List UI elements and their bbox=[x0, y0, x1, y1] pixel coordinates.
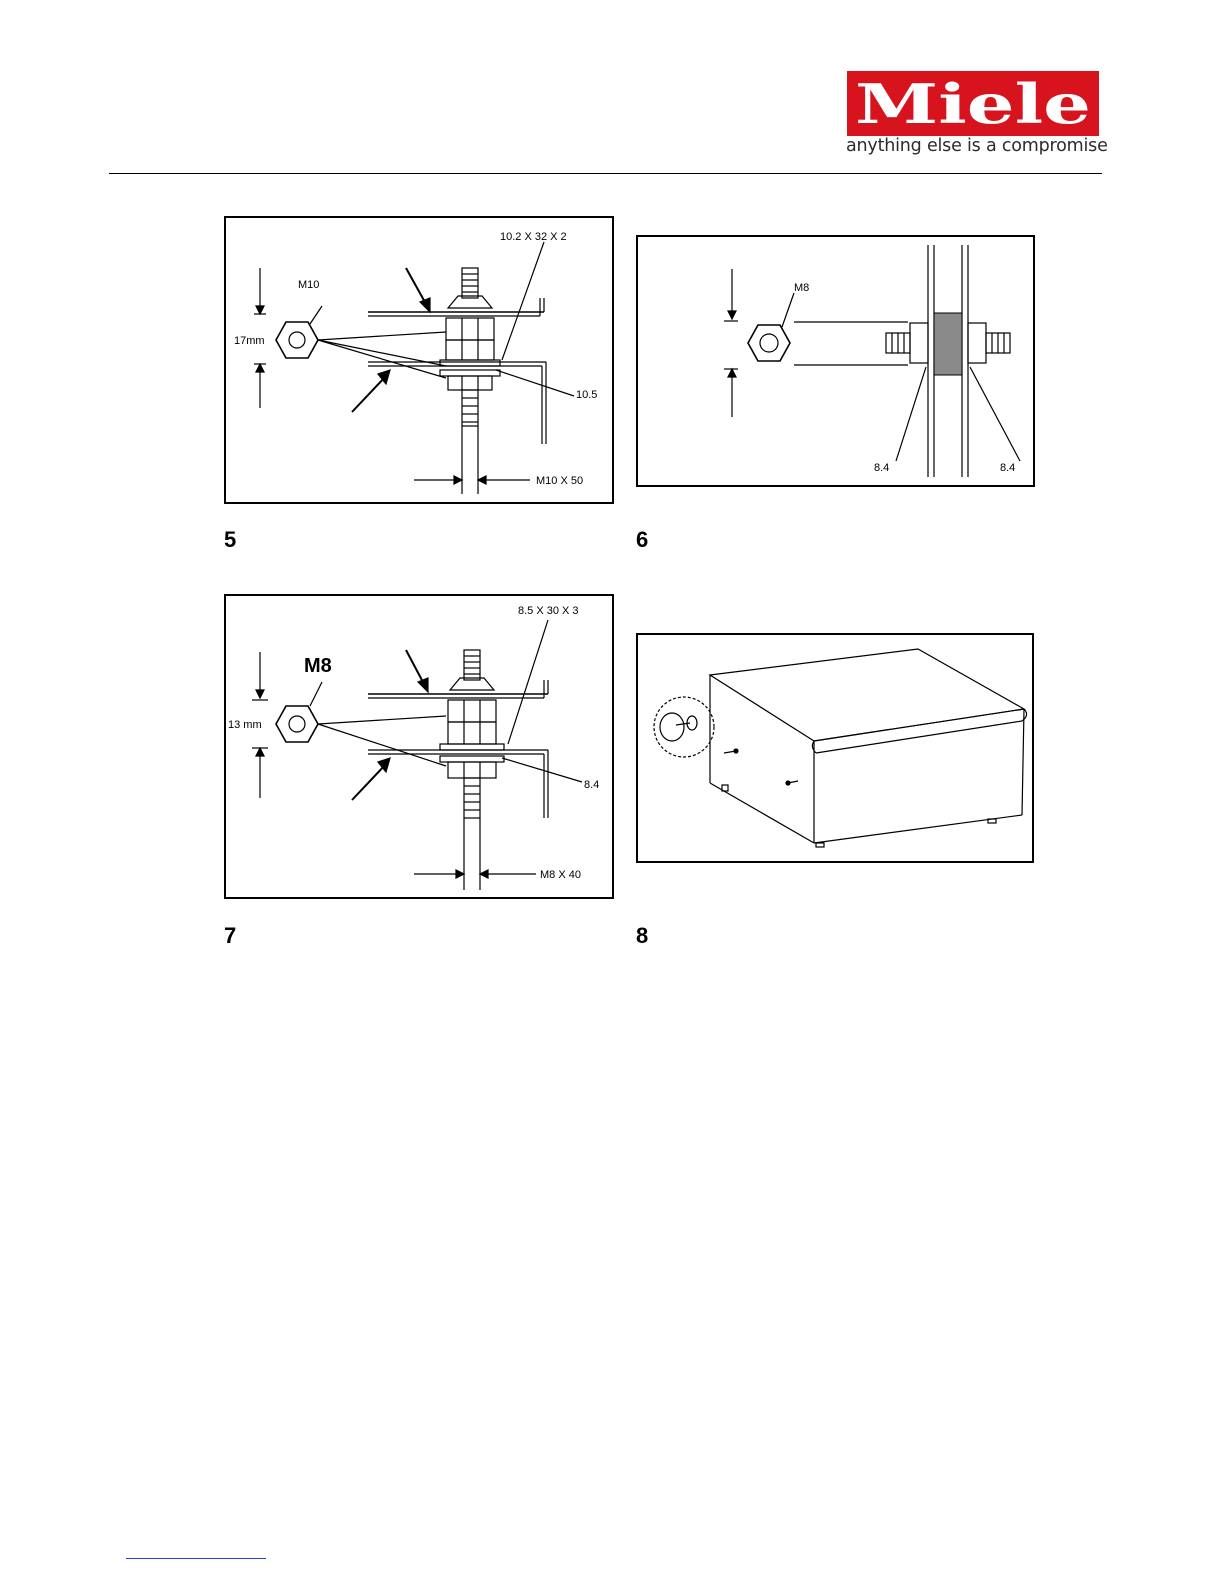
fig5-washer-spec: 10.2 X 32 X 2 bbox=[500, 231, 567, 243]
figure-5-number: 5 bbox=[224, 527, 237, 552]
figure-5-panel bbox=[224, 216, 614, 504]
fig7-bolt-spec: M8 X 40 bbox=[540, 869, 581, 881]
figure-6-panel bbox=[636, 235, 1035, 487]
figure-8-number: 8 bbox=[636, 923, 649, 948]
fig5-bolt-spec: M10 X 50 bbox=[536, 475, 584, 487]
fig7-washer-spec: 8.5 X 30 X 3 bbox=[518, 605, 579, 617]
fig6-nut-size: M8 bbox=[794, 282, 810, 294]
brand-logo bbox=[847, 71, 1099, 136]
fig6-hole-left: 8.4 bbox=[874, 462, 890, 474]
fig6-hole-right: 8.4 bbox=[1000, 462, 1016, 474]
fig7-hole: 8.4 bbox=[584, 779, 600, 791]
figure-7-panel bbox=[224, 594, 614, 899]
fig7-nut-size: M8 bbox=[304, 655, 332, 677]
fig5-nut-width: 17mm bbox=[234, 335, 265, 347]
brand-logo-text: Miele bbox=[855, 72, 1091, 136]
brand-tagline: anything else is a compromise bbox=[846, 136, 1108, 156]
footer-link-underline[interactable] bbox=[126, 1558, 266, 1559]
fig5-hole: 10.5 bbox=[576, 389, 598, 401]
figure-8-panel bbox=[636, 633, 1034, 863]
fig6-rubber-block bbox=[934, 313, 962, 375]
fig7-nut-width: 13 mm bbox=[228, 719, 262, 731]
header-divider bbox=[109, 173, 1102, 174]
figure-7-number: 7 bbox=[224, 923, 237, 948]
fig5-nut-size: M10 bbox=[298, 279, 320, 291]
figure-6-number: 6 bbox=[636, 527, 649, 552]
